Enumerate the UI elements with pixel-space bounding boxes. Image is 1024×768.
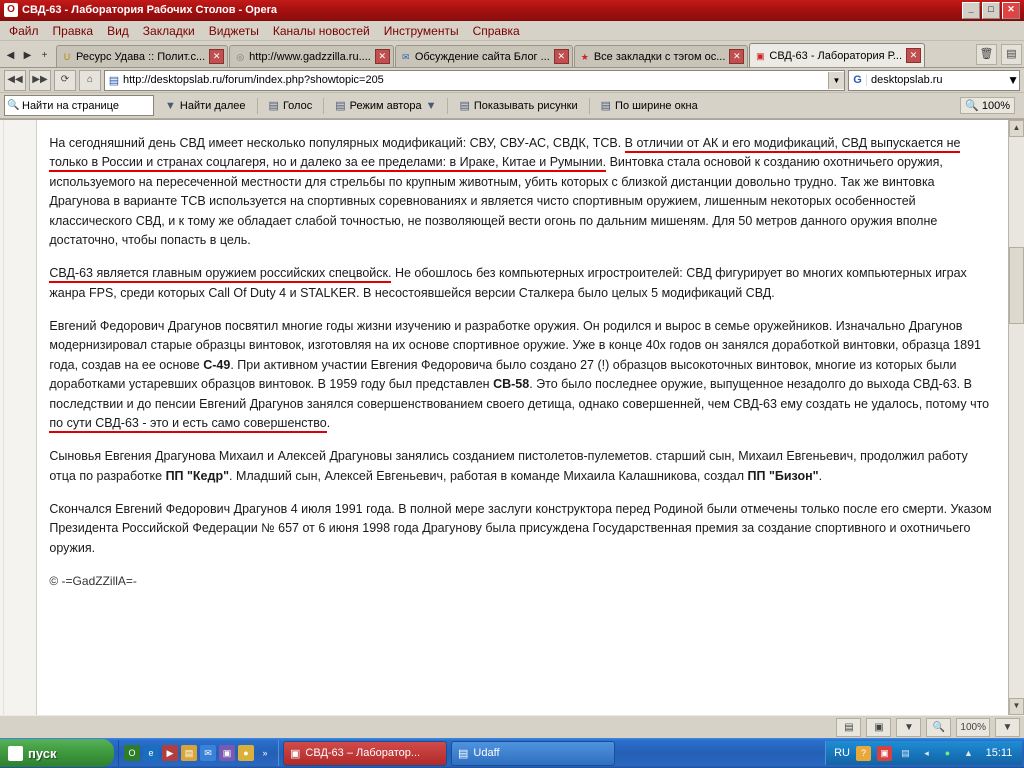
star-favicon-icon: ★ <box>580 51 589 62</box>
address-url-text: http://desktopslab.ru/forum/index.php?showtopic=205 <box>123 74 384 86</box>
tab-strip <box>0 41 1024 68</box>
vertical-scrollbar[interactable] <box>1008 120 1024 715</box>
tab-gadzzilla[interactable] <box>229 45 394 67</box>
scrollbar-track[interactable] <box>1009 137 1024 698</box>
zoom-icon: 🔍 <box>965 100 979 112</box>
tab-close-icon[interactable]: ✕ <box>554 49 569 64</box>
address-bar <box>0 68 1024 93</box>
p3-run-1: Евгений Федорович Драгунов посвятил многие годы жизни изучению и разработке оружия. Он родился и вырос в семье оружейников. Изначально Драгунов модернизировал старые образцы винтовок, изготовляя на их основе спортивное оружие. Уже в конце 40х годов он занялся доработкой винтовки, образца 1891 года, создав на ее основе <box>49 319 981 372</box>
images-icon: ▤ <box>459 100 470 112</box>
folder-icon[interactable]: ▤ <box>181 745 197 761</box>
find-placeholder-text: Найти на странице <box>22 99 119 112</box>
author-mode-label: Режим автора <box>349 99 422 112</box>
paragraph-2 <box>49 264 994 303</box>
tab-label: Ресурс Удава :: Полит.с... <box>76 50 206 63</box>
tab-close-icon[interactable]: ✕ <box>906 48 921 63</box>
page-info-icon: ▤ <box>108 74 120 87</box>
scroll-up-icon[interactable]: ▲ <box>1009 120 1024 137</box>
p3-highlight-1: по сути СВД-63 - это и есть само совершенство <box>49 416 326 433</box>
menu-item-view[interactable]: Вид <box>107 23 129 38</box>
taskbar <box>0 738 1024 768</box>
tab-close-icon[interactable]: ✕ <box>209 49 224 64</box>
mail-icon[interactable]: ✉ <box>200 745 216 761</box>
back-button[interactable]: ◀◀ <box>4 70 26 91</box>
tab-udav[interactable] <box>56 45 228 67</box>
menu-item-bookmarks[interactable]: Закладки <box>142 23 195 38</box>
panel-icon[interactable]: ▤ <box>1001 44 1022 65</box>
find-next-icon: ▼ <box>165 99 176 112</box>
quick-launch-bar <box>118 740 279 766</box>
p1-run-1: На сегодняшний день СВД имеет несколько популярных модификаций: СВУ, СВУ-АС, СВДК, ТСВ. <box>49 136 625 150</box>
zoom-box[interactable] <box>960 97 1015 114</box>
menu-item-widgets[interactable]: Виджеты <box>208 23 259 38</box>
address-input[interactable] <box>104 70 845 91</box>
tab-label: Обсуждение сайта Блог ... <box>414 50 550 63</box>
menu-item-feeds[interactable]: Каналы новостей <box>272 23 370 38</box>
p4-bold-kedr: ПП "Кедр" <box>165 468 230 483</box>
find-on-page-input[interactable] <box>4 95 154 116</box>
tab-label: СВД-63 - Лаборатория Р... <box>769 49 903 62</box>
find-next-button[interactable] <box>160 98 251 114</box>
menu-item-file[interactable]: Файл <box>9 23 39 38</box>
show-images-label: Показывать рисунки <box>473 99 578 112</box>
search-query-text: desktopslab.ru <box>871 74 943 86</box>
tab-close-icon[interactable]: ✕ <box>729 49 744 64</box>
status-bar <box>0 715 1024 738</box>
toolbar-separator <box>257 98 258 114</box>
maximize-button[interactable]: □ <box>982 2 1000 19</box>
menu-item-help[interactable]: Справка <box>472 23 520 38</box>
p5-run-1: Скончался Евгений Федорович Драгунов 4 июля 1991 года. В полной мере заслуги конструктора перед Родиной были отмечены только после его смерти. Указом Президента Российской Федерации № 657 от 6 июня 1998 года Драгунову была присуждена Государственная премия за создание спортивного и охотничьего оружия. <box>49 502 992 555</box>
p3-bold-s49: С-49 <box>203 357 231 372</box>
status-zoom-dropdown-icon[interactable]: ▼ <box>995 718 1020 737</box>
taskbar-item-udaff[interactable] <box>451 741 615 766</box>
minimize-button[interactable]: _ <box>962 2 980 19</box>
status-zoom-icon: 🔍 <box>926 718 951 737</box>
paragraph-3 <box>49 317 994 433</box>
search-input[interactable] <box>848 70 1020 91</box>
opera-logo-icon: O <box>4 3 18 17</box>
author-mode-button[interactable] <box>330 97 441 114</box>
home-button[interactable]: ⌂ <box>79 70 101 91</box>
media-icon[interactable]: ▶ <box>162 745 178 761</box>
connection-icon[interactable]: ▣ <box>866 718 891 737</box>
paragraph-5 <box>49 500 994 558</box>
zoom-control[interactable] <box>955 95 1020 116</box>
toolbar-separator <box>589 98 590 114</box>
status-dropdown-icon[interactable]: ▼ <box>896 718 921 737</box>
p2-run-2: Не обошлось без компьютерных игростроителей: СВД фигурирует во многих компьютерных играх жанра FPS, среди которых Call Of Duty 4 и STALKER. В несостоявшейся версии Сталкера было целых 5 модификаций СВД. <box>49 266 967 300</box>
chevron-down-icon[interactable]: ▼ <box>425 99 437 112</box>
scrollbar-thumb[interactable] <box>1009 247 1024 324</box>
fit-to-width-button[interactable] <box>596 97 703 114</box>
author-signature: © -=GadZZillA=- <box>49 574 137 589</box>
help-icon[interactable]: ? <box>856 746 871 761</box>
voice-label: Голос <box>282 99 313 112</box>
status-zoom-label[interactable]: 100% <box>956 718 990 737</box>
page-viewport <box>0 119 1024 715</box>
menu-item-edit[interactable]: Правка <box>52 23 94 38</box>
image-toggle-icon[interactable]: ▤ <box>836 718 861 737</box>
search-dropdown-icon[interactable]: ▼ <box>1007 73 1019 87</box>
tab-close-icon[interactable]: ✕ <box>375 49 390 64</box>
window-title: СВД-63 - Лаборатория Рабочих Столов - Opera <box>22 4 278 16</box>
tab-back-icon[interactable]: ◀ <box>6 50 15 61</box>
scroll-down-icon[interactable]: ▼ <box>1009 698 1024 715</box>
expand-icon[interactable]: » <box>262 748 268 758</box>
blog-favicon-icon: ✉ <box>402 51 410 62</box>
fit-width-icon: ▤ <box>600 100 612 112</box>
p4-run-5: . <box>818 468 823 483</box>
taskbar-item-opera[interactable] <box>283 741 447 766</box>
taskbar-item-label: Udaff <box>473 747 500 759</box>
tab-label: http://www.gadzzilla.ru.... <box>249 50 371 63</box>
menu-bar <box>0 21 1024 41</box>
udav-favicon-icon: U <box>63 51 71 62</box>
page-gutter-left <box>4 120 37 715</box>
start-label: пуск <box>28 745 57 761</box>
voice-button[interactable] <box>264 97 318 114</box>
find-next-label: Найти далее <box>179 99 246 112</box>
author-mode-icon: ▤ <box>335 100 346 112</box>
forward-button[interactable]: ▶▶ <box>29 70 51 91</box>
tab-label: Все закладки с тэгом ос... <box>593 50 726 63</box>
photo-icon[interactable]: ▣ <box>219 745 235 761</box>
tab-nav-buttons <box>2 45 55 67</box>
update-icon[interactable]: ▲ <box>964 747 973 758</box>
taskbar-item-label: СВД-63 – Лаборатор... <box>305 747 421 759</box>
p4-run-3: . Младший сын, Алексей Евгеньевич, работая в команде Михаила Калашникова, создал <box>229 468 748 483</box>
p4-run-1: Сыновья Евгения Драгунова Михаил и Алексей Драгуновы занялись созданием пистолетов-пулеметов. старший сын, Михаил Евгеньевич, продолжил работу отца по разработке <box>49 449 968 483</box>
article-content <box>36 120 1021 715</box>
shield-icon[interactable]: ▣ <box>877 746 892 761</box>
system-tray <box>825 741 1022 765</box>
paragraph-1 <box>49 134 994 250</box>
tab-svd63-active[interactable] <box>749 43 925 67</box>
taskbar-opera-icon: ▣ <box>290 747 301 760</box>
p1-highlight-1: В отличии от АК и его модификаций, СВД выпускается не только в России и странах соцлагеря, но и далеко за ее пределами: в Ираке, Китае и Румынии. <box>49 136 960 172</box>
p3-run-3: . При активном участии Евгения Федоровича было создано 27 (!) образцов высокоточных винтовок, многие из которых были доработками устаревших образцов винтовок. В 1959 году был представлен <box>49 357 957 392</box>
p4-bold-bizon: ПП "Бизон" <box>747 468 819 483</box>
voice-icon: ▤ <box>268 100 279 112</box>
p3-run-5: . Это было последнее оружие, выпущенное незадолго до выхода СВД-63. В последствии и до пенсии Евгений Драгунов занялся совершенствованием своего детища, однако совершенней, чем СВД-63 ему создать не удалось, потому что <box>49 377 990 411</box>
tab-blog-discussion[interactable] <box>395 45 573 67</box>
address-dropdown-icon[interactable]: ▼ <box>828 72 844 89</box>
language-indicator[interactable]: RU <box>834 747 850 759</box>
trash-icon[interactable]: 🗑 <box>976 44 997 65</box>
fit-width-label: По ширине окна <box>615 99 698 112</box>
chat-icon[interactable]: ● <box>238 745 254 761</box>
network-icon[interactable]: ▤ <box>901 747 910 758</box>
desktopslab-favicon-icon: ▣ <box>756 50 765 61</box>
tab-bookmarks-tag[interactable] <box>574 45 749 67</box>
gadzzilla-favicon-icon: ◎ <box>236 51 245 62</box>
browser-icon[interactable]: e <box>143 745 159 761</box>
reload-button[interactable]: ⟳ <box>54 70 76 91</box>
tab-strip-tools <box>976 44 1022 67</box>
menu-item-tools[interactable]: Инструменты <box>383 23 459 38</box>
search-icon: 🔍 <box>7 100 20 111</box>
title-bar <box>0 0 1024 21</box>
p1-run-3: Винтовка стала основой к созданию охотничьего оружия, используемого на пересеченной местности для стрельбы по крупным животным, убить которых с близкой дистанции довольно трудно. Так же винтовка Драгунова в варианте ТСВ используется на спортивных соревнованиях и является чисто спортивным оружием, лишенным некоторых особенностей классического СВД, и к тому же обладает слабой точностью, не позволяющей вести огонь по дальним мишеням. Для 50 метров данного оружия вполне достаточно, чтобы попасть в цель. <box>49 155 943 247</box>
toolbar-separator <box>447 98 448 114</box>
p3-bold-sv58: СВ-58 <box>493 377 530 392</box>
clock[interactable]: 15:11 <box>985 747 1013 759</box>
google-search-icon: G <box>849 74 867 86</box>
opera-icon[interactable]: O <box>124 745 140 761</box>
paragraph-4 <box>49 447 994 486</box>
taskbar-folder-icon: ▤ <box>458 747 469 760</box>
windows-flag-icon <box>8 746 23 761</box>
p2-highlight-1: СВД-63 является главным оружием российских спецвойск. <box>49 266 391 283</box>
start-button[interactable] <box>0 739 114 767</box>
window-controls <box>962 2 1022 19</box>
find-toolbar <box>0 93 1024 119</box>
tab-forward-icon[interactable]: ▶ <box>23 50 32 61</box>
new-tab-icon[interactable]: + <box>41 50 48 61</box>
close-button[interactable]: ✕ <box>1002 2 1020 19</box>
show-images-button[interactable] <box>454 97 582 114</box>
zoom-level-label: 100% <box>981 99 1010 112</box>
toolbar-separator <box>323 98 324 114</box>
volume-icon[interactable]: ◂ <box>924 747 929 758</box>
antivirus-icon[interactable]: ● <box>944 747 951 758</box>
p3-run-7: . <box>326 415 331 430</box>
